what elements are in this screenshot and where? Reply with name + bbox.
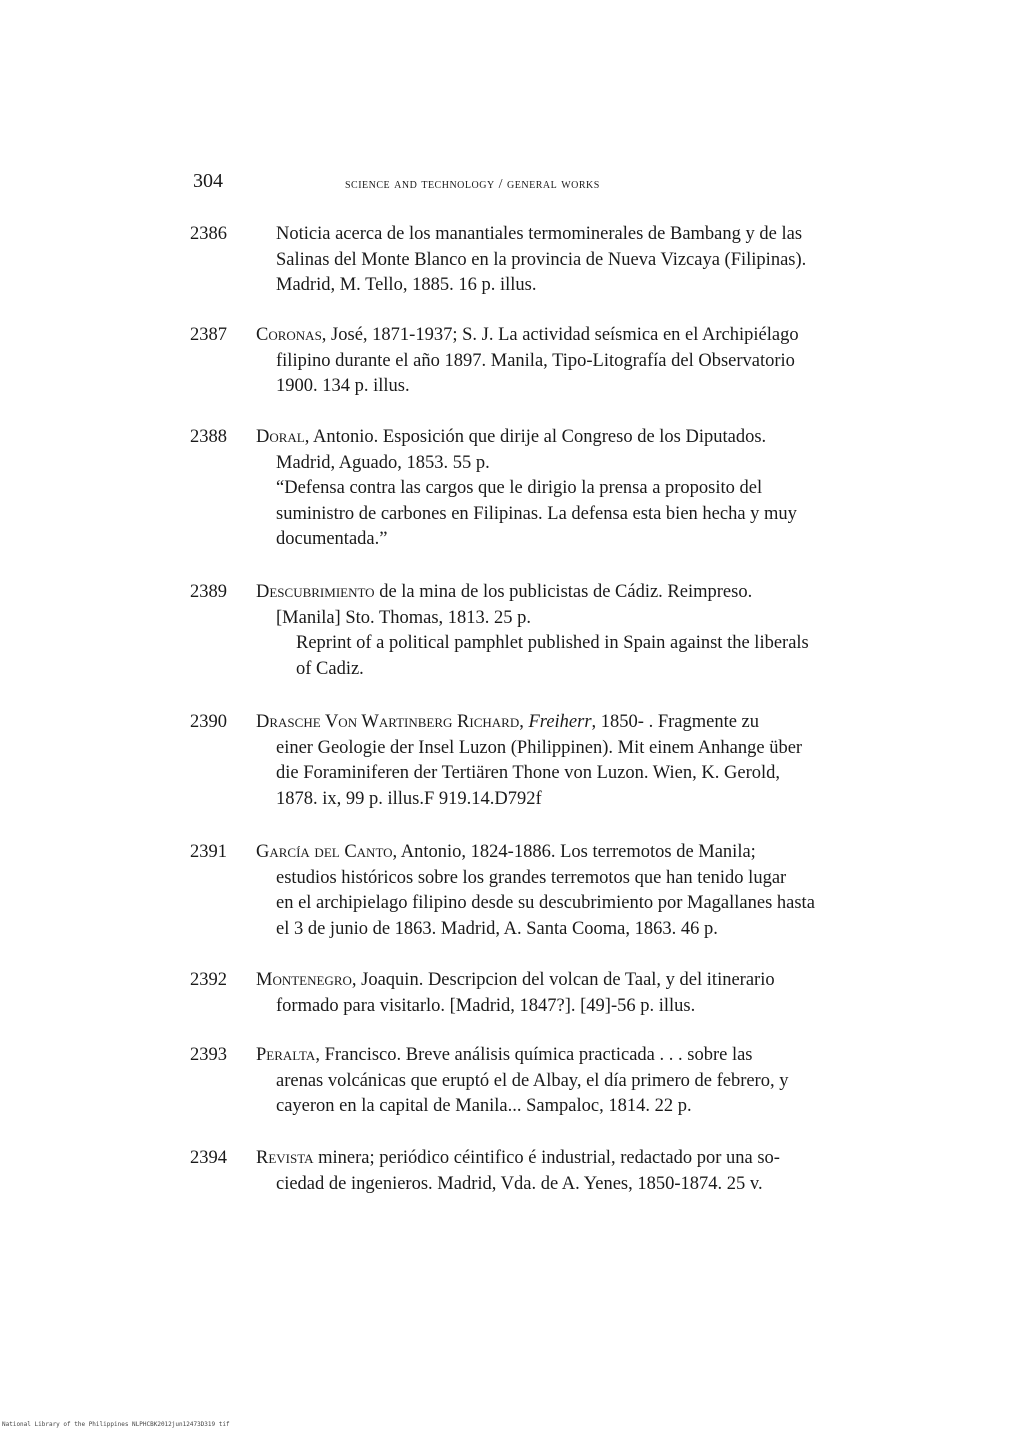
author-name: Drasche Von Wartinberg Richard (256, 712, 520, 732)
entry-line: arenas volcánicas que eruptó el de Albay, el día primero de febrero, y (276, 1070, 789, 1091)
entry-line: el 3 de junio de 1863. Madrid, A. Santa Cooma, 1863. 46 p. (276, 918, 718, 939)
running-head: science and technology / general works (345, 177, 600, 192)
entry-line: 1900. 134 p. illus. (276, 376, 410, 396)
entry-line: filipino durante el año 1897. Manila, Tipo-Litografía del Observatorio (276, 350, 795, 371)
entry-text: 1878. ix, 99 p. illus. (276, 788, 425, 809)
page-number: 304 (193, 170, 223, 192)
entry-note-line: Reprint of a political pamphlet published in Spain against the liberals (296, 633, 809, 653)
entry-line: die Foraminiferen der Tertiären Thone von Luzon. Wien, K. Gerold, (276, 763, 780, 783)
call-number: F 919.14.D792f (424, 788, 542, 809)
author-title: Freiherr (528, 712, 592, 732)
entry-number: 2388 (190, 427, 227, 447)
entry-text: , 1850- . Fragmente zu (591, 712, 760, 732)
entry-number: 2387 (190, 325, 227, 345)
scan-footer: National Library of the Philippines NLPHCBK2012jun12473D319 tif (2, 1421, 230, 1428)
author-name: Peralta (256, 1045, 316, 1065)
entry-line: suministro de carbones en Filipinas. La defensa esta bien hecha y muy (276, 503, 797, 524)
entry-line: ciedad de ingenieros. Madrid, Vda. de A. Yenes, 1850-1874. 25 v. (276, 1173, 763, 1194)
entry-number: 2391 (190, 842, 227, 862)
entry-first-line: Drasche Von Wartinberg Richard, Freiherr, 1850- . Fragmente zu (256, 712, 760, 732)
entry-text: de la mina de los publicistas de Cádiz. Reimpreso. (374, 582, 753, 602)
entry-last-line (276, 787, 900, 813)
entry-2391 (190, 840, 900, 942)
entry-first-line (256, 1043, 900, 1069)
entry-2388 (190, 425, 900, 553)
entry-first-line (256, 1146, 900, 1172)
entry-line: [Manila] Sto. Thomas, 1813. 25 p. (276, 607, 532, 628)
entry-line: Noticia acerca de los manantiales termominerales de Bambang y de las (276, 224, 803, 244)
entry-line: “Defensa contra las cargos que le dirigio la prensa a proposito del (276, 478, 763, 498)
author-name: Doral (256, 427, 305, 447)
entry-line: en el archipielago filipino desde su descubrimiento por Magallanes hasta (276, 893, 815, 913)
author-name: Descubrimiento (256, 582, 375, 602)
entry-2392 (190, 968, 900, 1019)
entry-number: 2389 (190, 582, 227, 602)
author-name: García del Canto (256, 842, 393, 862)
entry-2393 (190, 1043, 900, 1120)
entry-first-line (256, 323, 900, 349)
entry-first-line (256, 968, 900, 994)
author-name: Revista (256, 1148, 314, 1168)
entry-2386 (190, 222, 900, 299)
entry-number: 2390 (190, 712, 227, 732)
entry-number: 2393 (190, 1045, 227, 1065)
entry-first-line (256, 425, 900, 451)
entry-line: documentada.” (276, 529, 388, 549)
entry-text: , Francisco. Breve análisis química practicada . . . sobre las (315, 1045, 753, 1065)
entry-text: , Joaquin. Descripcion del volcan de Taal, y del itinerario (351, 970, 775, 990)
entry-2390 (190, 710, 900, 812)
entry-text: , Antonio, 1824-1886. Los terremotos de Manila; (392, 842, 756, 862)
entry-first-line (256, 580, 900, 606)
entry-number: 2392 (190, 970, 227, 990)
entry-line: Salinas del Monte Blanco en la provincia de Nueva Vizcaya (Filipinas). (276, 249, 807, 270)
entry-2387 (190, 323, 900, 400)
entry-line: Madrid, Aguado, 1853. 55 p. (276, 452, 490, 473)
entry-first-line (256, 840, 900, 866)
entry-number: 2394 (190, 1148, 227, 1168)
entry-2389 (190, 580, 900, 682)
entry-line: cayeron en la capital de Manila... Sampaloc, 1814. 22 p. (276, 1096, 692, 1116)
entry-text: , Antonio. Esposición que dirije al Congreso de los Diputados. (304, 427, 767, 447)
entry-note-line: of Cadiz. (296, 658, 364, 679)
entry-line: einer Geologie der Insel Luzon (Philippinen). Mit einem Anhange über (276, 737, 803, 758)
entry-2394 (190, 1146, 900, 1197)
author-name: Montenegro (256, 970, 352, 990)
entry-number: 2386 (190, 224, 227, 244)
entry-line: formado para visitarlo. [Madrid, 1847?]. [49]-56 p. illus. (276, 995, 696, 1016)
author-name: Coronas (256, 325, 322, 345)
entry-text: minera; periódico céintifico é industrial, redactado por una so- (313, 1148, 780, 1168)
entry-text: , José, 1871-1937; S. J. La actividad seísmica en el Archipiélago (321, 325, 799, 345)
entry-line: estudios históricos sobre los grandes terremotos que han tenido lugar (276, 867, 787, 888)
entry-line: Madrid, M. Tello, 1885. 16 p. illus. (276, 275, 537, 295)
